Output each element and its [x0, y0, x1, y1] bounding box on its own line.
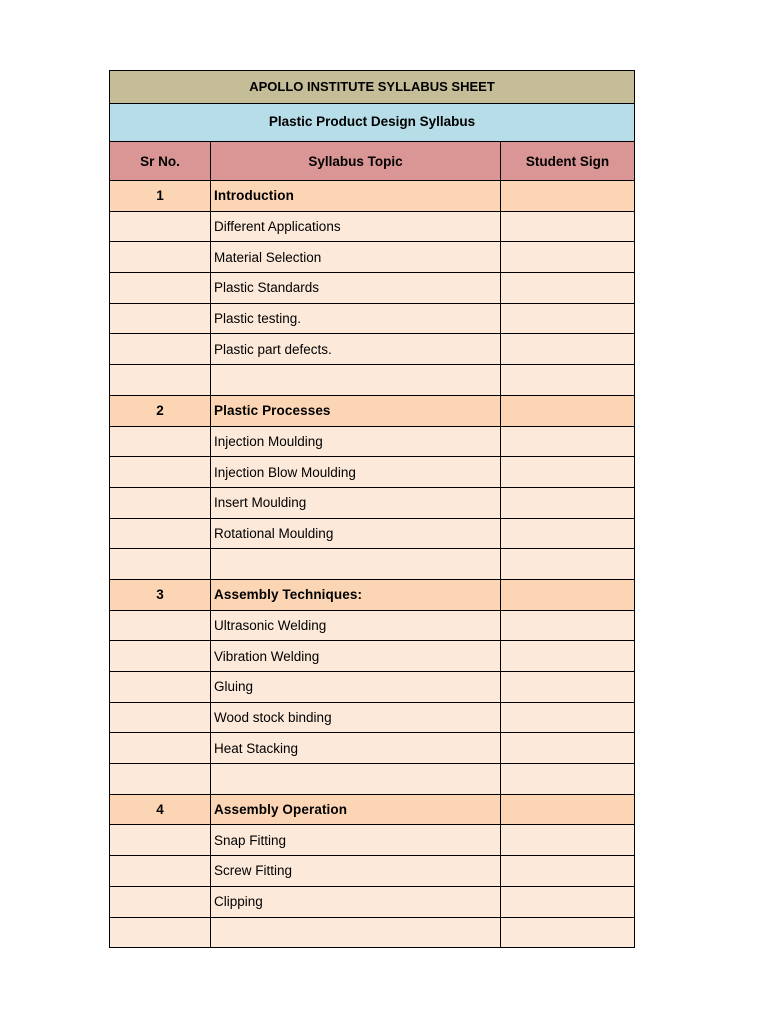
table-row — [110, 456, 634, 487]
sr-no-cell: 4 — [110, 795, 211, 825]
sheet-subtitle: Plastic Product Design Syllabus — [110, 103, 634, 141]
section-title-cell: Plastic Processes — [211, 396, 501, 426]
topic-cell: Ultrasonic Welding — [211, 611, 501, 641]
topic-cell: Gluing — [211, 672, 501, 702]
table-row — [110, 671, 634, 702]
topic-cell — [211, 918, 501, 948]
table-row — [110, 241, 634, 272]
syllabus-sheet — [109, 70, 635, 948]
column-header-student-sign: Student Sign — [525, 153, 610, 169]
sr-no-cell: 3 — [110, 580, 211, 610]
sr-no-cell — [110, 304, 211, 334]
section-title-cell: Introduction — [211, 181, 501, 211]
topic-cell: Snap Fitting — [211, 825, 501, 855]
topic-cell: Wood stock binding — [211, 703, 501, 733]
topic-cell: Heat Stacking — [211, 733, 501, 763]
student-sign-cell[interactable] — [501, 641, 634, 671]
sr-no-cell — [110, 856, 211, 886]
student-sign-cell[interactable] — [501, 212, 634, 242]
sr-no-cell — [110, 488, 211, 518]
student-sign-cell[interactable] — [501, 733, 634, 763]
student-sign-cell[interactable] — [501, 519, 634, 549]
student-sign-cell[interactable] — [501, 825, 634, 855]
table-row — [110, 824, 634, 855]
table-row — [110, 518, 634, 549]
topic-cell: Plastic testing. — [211, 304, 501, 334]
table-row — [110, 640, 634, 671]
table-row — [110, 364, 634, 395]
student-sign-cell[interactable] — [501, 396, 634, 426]
sr-no-cell — [110, 672, 211, 702]
sr-no-cell — [110, 611, 211, 641]
student-sign-cell[interactable] — [501, 304, 634, 334]
section-row — [110, 579, 634, 610]
student-sign-cell[interactable] — [501, 703, 634, 733]
column-header-sr-no: Sr No. — [110, 142, 211, 180]
sr-no-cell — [110, 519, 211, 549]
sr-no-cell — [110, 427, 211, 457]
sr-no-cell — [110, 457, 211, 487]
table-row — [110, 303, 634, 334]
topic-cell: Material Selection — [211, 242, 501, 272]
topic-cell — [211, 365, 501, 395]
table-row — [110, 272, 634, 303]
table-row — [110, 732, 634, 763]
table-row — [110, 548, 634, 579]
table-row — [110, 426, 634, 457]
sr-no-cell — [110, 273, 211, 303]
student-sign-cell[interactable] — [501, 457, 634, 487]
topic-cell: Injection Moulding — [211, 427, 501, 457]
column-header-syllabus-topic: Syllabus Topic — [211, 142, 501, 180]
sr-no-cell — [110, 918, 211, 948]
sr-no-cell — [110, 733, 211, 763]
section-title-cell: Assembly Techniques: — [211, 580, 501, 610]
section-row — [110, 395, 634, 426]
sr-no-cell — [110, 825, 211, 855]
sr-no-cell — [110, 703, 211, 733]
student-sign-cell[interactable] — [501, 334, 634, 364]
table-row — [110, 702, 634, 733]
table-row — [110, 855, 634, 886]
topic-cell: Insert Moulding — [211, 488, 501, 518]
sheet-title: APOLLO INSTITUTE SYLLABUS SHEET — [110, 70, 634, 103]
topic-cell: Clipping — [211, 887, 501, 917]
student-sign-cell[interactable] — [501, 764, 634, 794]
sr-no-cell — [110, 549, 211, 579]
topic-cell: Plastic Standards — [211, 273, 501, 303]
sr-no-cell: 1 — [110, 181, 211, 211]
sr-no-cell — [110, 887, 211, 917]
sr-no-cell: 2 — [110, 396, 211, 426]
table-row — [110, 610, 634, 641]
topic-cell: Rotational Moulding — [211, 519, 501, 549]
table-header-row — [110, 141, 634, 180]
sr-no-cell — [110, 242, 211, 272]
table-row — [110, 886, 634, 917]
student-sign-cell[interactable] — [501, 795, 634, 825]
topic-cell: Plastic part defects. — [211, 334, 501, 364]
student-sign-cell[interactable] — [501, 887, 634, 917]
student-sign-cell[interactable] — [501, 918, 634, 948]
topic-cell: Screw Fitting — [211, 856, 501, 886]
table-body — [110, 180, 634, 947]
student-sign-cell[interactable] — [501, 672, 634, 702]
sr-no-cell — [110, 212, 211, 242]
topic-cell: Vibration Welding — [211, 641, 501, 671]
table-row — [110, 763, 634, 794]
student-sign-cell[interactable] — [501, 611, 634, 641]
table-row — [110, 333, 634, 364]
topic-cell: Injection Blow Moulding — [211, 457, 501, 487]
topic-cell — [211, 764, 501, 794]
topic-cell: Different Applications — [211, 212, 501, 242]
table-row — [110, 487, 634, 518]
student-sign-cell[interactable] — [501, 580, 634, 610]
student-sign-cell[interactable] — [501, 549, 634, 579]
student-sign-cell[interactable] — [501, 856, 634, 886]
sr-no-cell — [110, 764, 211, 794]
student-sign-cell[interactable] — [501, 181, 634, 211]
section-row — [110, 180, 634, 211]
topic-cell — [211, 549, 501, 579]
student-sign-cell[interactable] — [501, 242, 634, 272]
student-sign-cell[interactable] — [501, 488, 634, 518]
table-row — [110, 211, 634, 242]
sr-no-cell — [110, 365, 211, 395]
sr-no-cell — [110, 641, 211, 671]
table-row — [110, 917, 634, 948]
student-sign-cell[interactable] — [501, 273, 634, 303]
student-sign-cell[interactable] — [501, 365, 634, 395]
section-title-cell: Assembly Operation — [211, 795, 501, 825]
section-row — [110, 794, 634, 825]
student-sign-cell[interactable] — [501, 427, 634, 457]
sr-no-cell — [110, 334, 211, 364]
